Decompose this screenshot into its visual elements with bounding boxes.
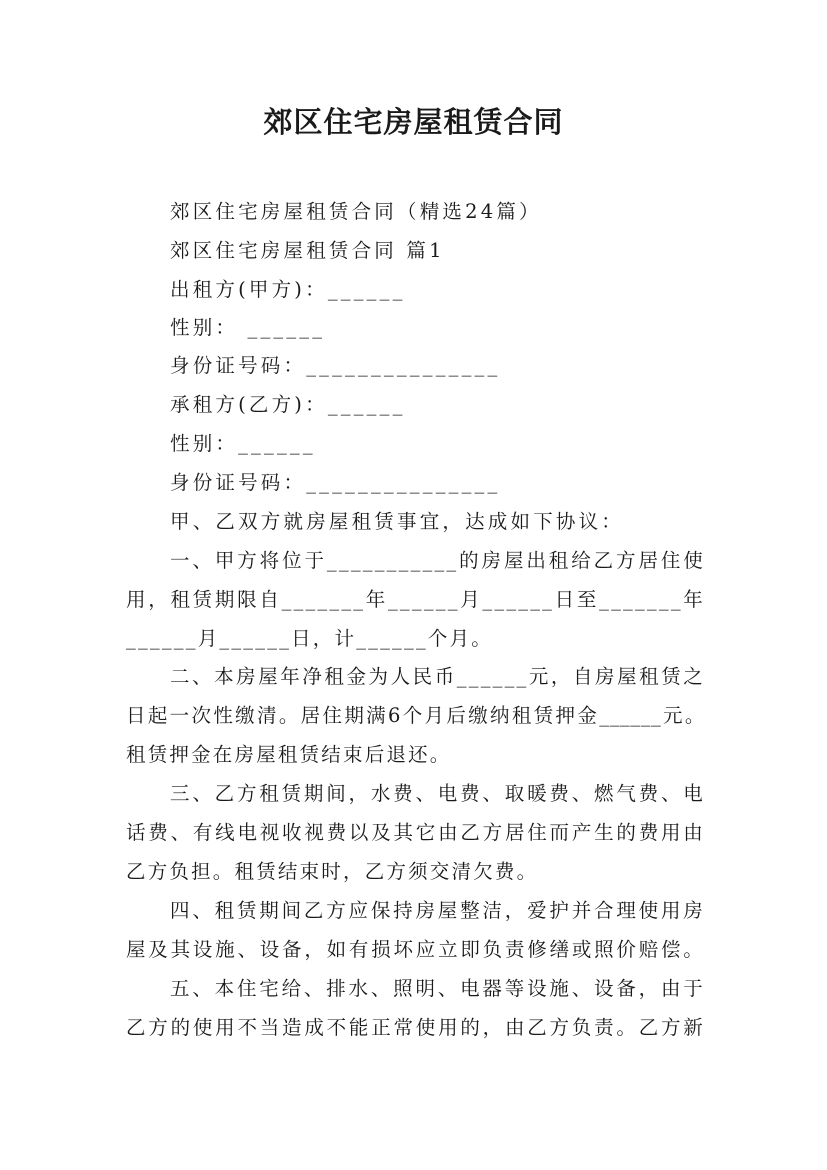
clause-2-line-1: 二、本房屋年净租金为人民币______元，自房屋租赁之 bbox=[170, 665, 705, 688]
clause-3-line-1: 三、乙方租赁期间，水费、电费、取暖费、燃气费、电 bbox=[170, 782, 705, 805]
clause-1-line-3: ______月______日，计______个月。 bbox=[126, 627, 494, 650]
clause-2-line-3: 租赁押金在房屋租赁结束后退还。 bbox=[126, 743, 452, 766]
lessee-gender-field: 性别：______ bbox=[170, 432, 316, 455]
lessor-gender-field: 性别： ______ bbox=[170, 316, 326, 339]
clause-2-line-2: 日起一次性缴清。居住期满6个月后缴纳租赁押金______元。 bbox=[126, 704, 705, 727]
clause-1-line-2: 用，租赁期限自_______年______月______日至_______年 bbox=[126, 588, 705, 611]
clause-5-line-1: 五、本住宅给、排水、照明、电器等设施、设备，由于 bbox=[170, 977, 705, 1000]
subtitle-line: 郊区住宅房屋租赁合同（精选24篇） bbox=[170, 200, 542, 223]
lessor-id-field: 身份证号码：_______________ bbox=[170, 354, 501, 377]
clause-3-line-2: 话费、有线电视收视费以及其它由乙方居住而产生的费用由 bbox=[126, 821, 705, 844]
clause-1-line-1: 一、甲方将位于___________的房屋出租给乙方居住使 bbox=[170, 549, 705, 572]
clause-5-line-2: 乙方的使用不当造成不能正常使用的，由乙方负责。乙方新 bbox=[126, 1016, 705, 1039]
clause-3-line-3: 乙方负担。租赁结束时，乙方须交清欠费。 bbox=[126, 860, 539, 883]
lessee-id-field: 身份证号码：_______________ bbox=[170, 471, 501, 494]
lessor-field: 出租方(甲方)：______ bbox=[170, 278, 406, 301]
clause-4-line-1: 四、租赁期间乙方应保持房屋整洁，爱护并合理使用房 bbox=[170, 899, 705, 922]
agreement-intro: 甲、乙双方就房屋租赁事宜，达成如下协议： bbox=[170, 510, 625, 533]
document-title: 郊区住宅房屋租赁合同 bbox=[263, 105, 564, 139]
section-heading: 郊区住宅房屋租赁合同 篇1 bbox=[170, 239, 445, 262]
clause-4-line-2: 屋及其设施、设备，如有损坏应立即负责修缮或照价赔偿。 bbox=[126, 938, 705, 961]
lessee-field: 承租方(乙方)：______ bbox=[170, 393, 406, 416]
